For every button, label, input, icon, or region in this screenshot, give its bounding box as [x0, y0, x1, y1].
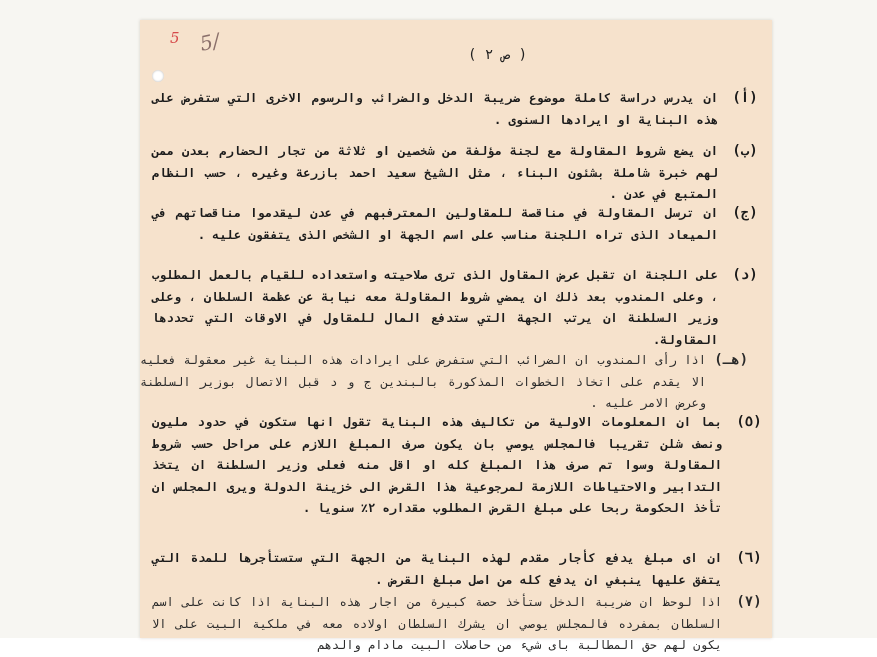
paragraph-7	[152, 592, 762, 657]
paragraph-marker: (ج)	[732, 205, 758, 221]
paragraph-text: ان اى مبلغ يدفع كأجار مقدم لهذه البناية من الجهة التي ستستأجرها للمدة التي يتفق عليها ينبغي ان يدفع كله من اصل مبلغ القرض .	[152, 551, 722, 587]
paragraph-c	[152, 203, 758, 246]
paragraph-a	[152, 88, 758, 131]
paragraph-text: اذا رأى المندوب ان الضرائب التي ستفرض على ايرادات هذه البناية غير معقولة فعليه الا يقدم على اتخاذ الخطوات المذكورة بالبندين ج و د قبل الاتصال بوزير السلطنة وعرض الامر عليه .	[140, 353, 706, 410]
paragraph-text: ان ترسل المقاولة في مناقصة للمقاولين المعترفبهم في عدن ليقدموا مناقصاتهم في الميعاد الذى تراه اللجنة مناسب على اسم الجهة او الشخص الذى يتفقون عليه .	[152, 206, 718, 242]
paragraph-6	[152, 548, 762, 591]
paragraph-marker: (٧)	[736, 594, 762, 610]
paragraph-text: ان يضع شروط المقاولة مع لجنة مؤلفة من شخصين او ثلاثة من تجار الحضارم بعدن ممن لهم خبرة شاملة بشئون البناء ، مثل الشيخ سعيد احمد بازرعة وغيره ، حسب النظام المتبع في عدن .	[152, 144, 718, 201]
margin-pen-mark: 5	[170, 29, 180, 47]
paragraph-marker: (أ)	[732, 90, 758, 106]
paragraph-text: ان يدرس دراسة كاملة موضوع ضريبة الدخل والضرائب والرسوم الاخرى التي ستفرض على هذه البناية او ايرادها السنوى .	[152, 91, 718, 127]
punch-hole	[152, 70, 164, 82]
paragraph-text: على اللجنة ان تقبل عرض المقاول الذى ترى صلاحيته واستعداده للقيام بالعمل المطلوب ، وعلى المندوب بعد ذلك ان يمضي شروط المقاولة معه نيابة عن عظمة السلطان ، وعلى وزير السلطنة ان يرتب الجهة التي ستدفع المال للمقاول في الاوقات التي تحددها المقاولة.	[152, 268, 718, 347]
margin-pencil-mark: 5/	[197, 28, 222, 56]
document-page	[140, 20, 772, 652]
paragraph-5	[152, 412, 762, 520]
paragraph-text: بما ان المعلومات الاولية من تكاليف هذه البناية تقول انها ستكون في حدود مليون ونصف شلن تقريبا فالمجلس يوصي بان يكون صرف المبلغ اللازم على مراحل حسب شروط المقاولة وسوا تم صرف هذا المبلغ كله او اقل منه فعلى وزير السلطنة ان يتخذ التدابير والاحتياطات اللازمة لمرجوعية هذا القرض الى خزينة الدولة ويرى المجلس ان تأخذ الحكومة ربحا على مبلغ القرض المطلوب مقداره ٢٪ سنويا .	[152, 415, 722, 515]
paragraph-marker: (هـ)	[714, 352, 748, 368]
paragraph-e	[140, 350, 748, 415]
paragraph-marker: (ب)	[732, 143, 758, 159]
paragraph-marker: (٦)	[736, 550, 762, 566]
paragraph-marker: (٥)	[736, 414, 762, 430]
paragraph-d	[152, 265, 758, 351]
page-number: ( ص ٢ )	[468, 47, 528, 63]
paragraph-marker: (د)	[732, 267, 758, 283]
paragraph-b	[152, 141, 758, 206]
paragraph-text: اذا لوحظ ان ضريبة الدخل ستأخذ حصة كبيرة من اجار هذه البناية اذا كانت على اسم السلطان بمفرده فالمجلس يوصي ان يشرك السلطان اولاده معه في ملكية البيت على الا يكون لهم حق المطالبة باى شيء من حاصلات البيت مادام والدهم	[152, 595, 722, 652]
